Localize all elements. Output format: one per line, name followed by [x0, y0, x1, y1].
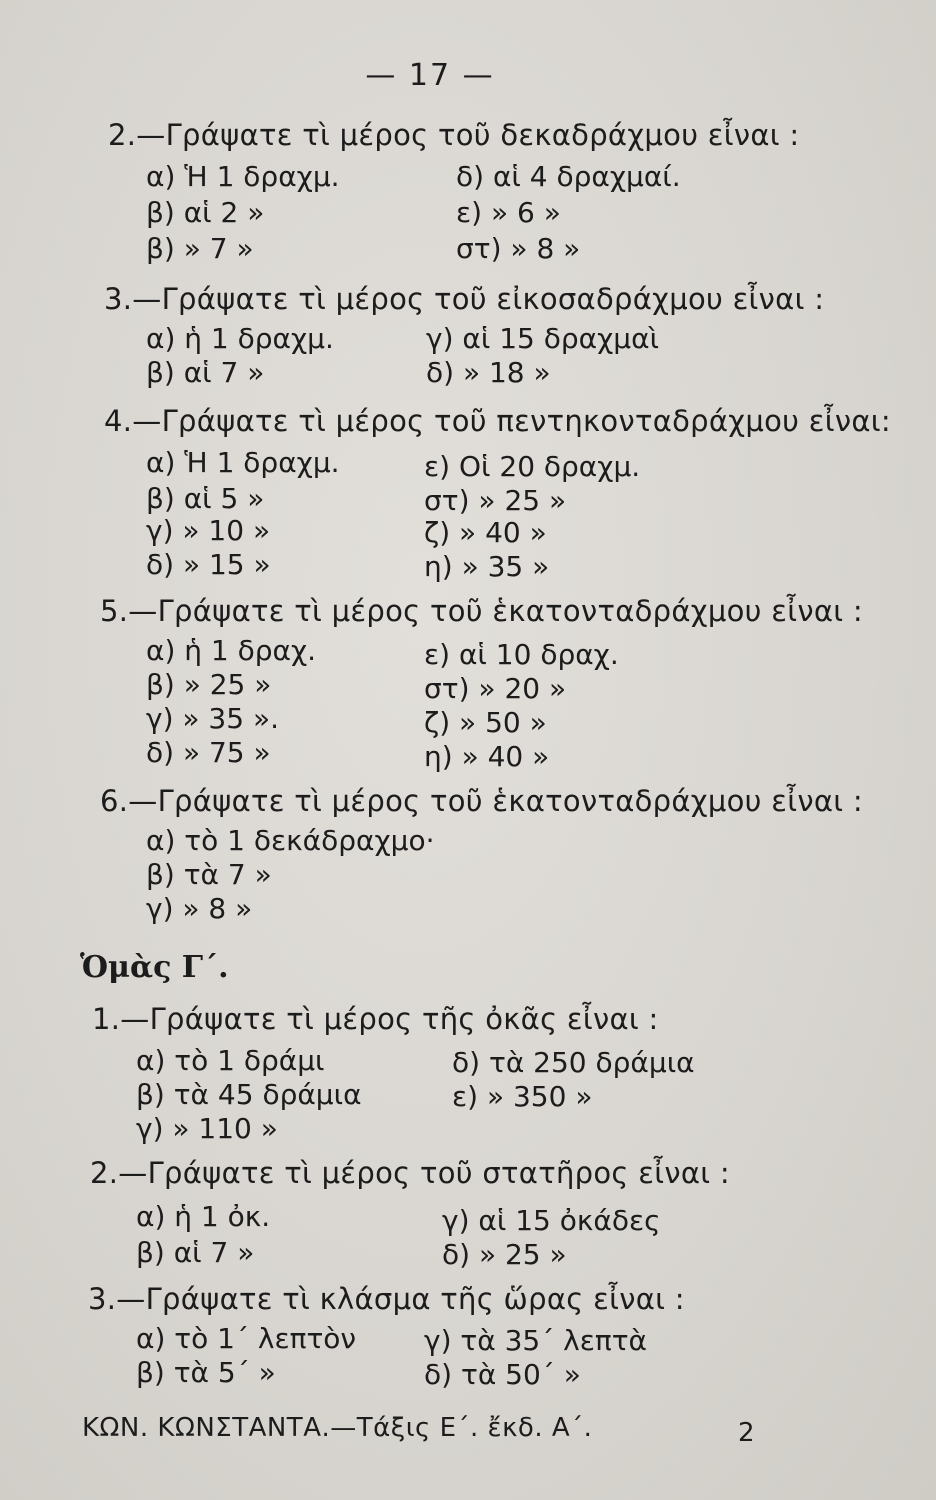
answer-item: β) αἱ 2 »: [146, 196, 265, 229]
answer-item: δ) τὰ 250 δράμια: [452, 1046, 695, 1079]
question-title: 3.—Γράψατε τὶ μέρος τοῦ εἰκοσαδράχμου εἶναι :: [104, 282, 825, 316]
answer-item: γ) » 110 »: [136, 1112, 278, 1145]
question-title: 2.—Γράψατε τὶ μέρος τοῦ στατῆρος εἶναι :: [90, 1156, 730, 1190]
answer-item: β) » 7 »: [146, 232, 254, 265]
answer-item: α) τὸ 1 δεκάδραχμο·: [146, 824, 435, 857]
answer-item: α) ἡ 1 δραχ.: [146, 634, 317, 667]
answer-item: η) » 40 »: [424, 740, 550, 773]
answer-item: β) τὰ 45 δράμια: [136, 1078, 362, 1111]
answer-item: α) τὸ 1΄ λεπτὸν: [136, 1322, 357, 1355]
answer-item: δ) » 75 »: [146, 736, 271, 769]
signature-mark: 2: [738, 1418, 755, 1448]
answer-item: ζ) » 40 »: [424, 516, 547, 549]
answer-item: δ) » 18 »: [426, 356, 551, 389]
answer-item: γ) » 35 ».: [146, 702, 279, 735]
answer-item: β) αἱ 5 »: [146, 482, 265, 515]
question-title: 4.—Γράψατε τὶ μέρος τοῦ πεντηκονταδράχμου εἶναι:: [104, 404, 891, 438]
answer-item: δ) αἱ 4 δραχμαί.: [456, 160, 681, 193]
answer-item: ε) αἱ 10 δραχ.: [424, 638, 619, 671]
answer-item: α) ἡ 1 ὀκ.: [136, 1200, 271, 1233]
question-title: 6.—Γράψατε τὶ μέρος τοῦ ἑκατονταδράχμου εἶναι :: [100, 784, 863, 818]
answer-item: ε) » 350 »: [452, 1080, 593, 1113]
answer-item: β) τὰ 7 »: [146, 858, 272, 891]
answer-item: β) αἱ 7 »: [136, 1236, 255, 1269]
answer-item: α) ἡ 1 δραχμ.: [146, 322, 334, 355]
answer-item: δ) » 15 »: [146, 548, 271, 581]
page-number: — 17 —: [365, 58, 495, 93]
answer-item: δ) τὰ 50΄ »: [424, 1358, 581, 1391]
answer-item: γ) » 8 »: [146, 892, 253, 925]
answer-item: ε) » 6 »: [456, 196, 561, 229]
question-title: 2.—Γράψατε τὶ μέρος τοῦ δεκαδράχμου εἶναι :: [108, 118, 800, 152]
page-footer: ΚΩΝ. ΚΩΝΣΤΑΝΤΑ.—Τάξις Ε΄. ἔκδ. Α΄.: [82, 1413, 593, 1443]
answer-item: ε) Οἱ 20 δραχμ.: [424, 450, 641, 483]
question-title: 1.—Γράψατε τὶ μέρος τῆς ὀκᾶς εἶναι :: [92, 1002, 659, 1036]
answer-item: γ) αἱ 15 δραχμαὶ: [426, 322, 660, 355]
answer-item: β) » 25 »: [146, 668, 272, 701]
answer-item: στ) » 20 »: [424, 672, 567, 705]
answer-item: α) Ἡ 1 δραχμ.: [146, 160, 340, 193]
question-title: 3.—Γράψατε τὶ κλάσμα τῆς ὥρας εἶναι :: [88, 1282, 685, 1316]
answer-item: στ) » 8 »: [456, 232, 581, 265]
answer-item: γ) » 10 »: [146, 514, 271, 547]
group-heading: Ὁμὰς Γ΄.: [80, 950, 229, 985]
answer-item: α) τὸ 1 δράμι: [136, 1044, 325, 1077]
answer-item: ζ) » 50 »: [424, 706, 547, 739]
answer-item: η) » 35 »: [424, 550, 550, 583]
question-title: 5.—Γράψατε τὶ μέρος τοῦ ἑκατονταδράχμου εἶναι :: [100, 594, 863, 628]
answer-item: β) αἱ 7 »: [146, 356, 265, 389]
answer-item: β) τὰ 5΄ »: [136, 1356, 276, 1389]
answer-item: δ) » 25 »: [442, 1238, 567, 1271]
answer-item: γ) τὰ 35΄ λεπτὰ: [424, 1324, 648, 1357]
answer-item: γ) αἱ 15 ὀκάδες: [442, 1204, 661, 1237]
answer-item: στ) » 25 »: [424, 484, 567, 517]
answer-item: α) Ἡ 1 δραχμ.: [146, 446, 340, 479]
